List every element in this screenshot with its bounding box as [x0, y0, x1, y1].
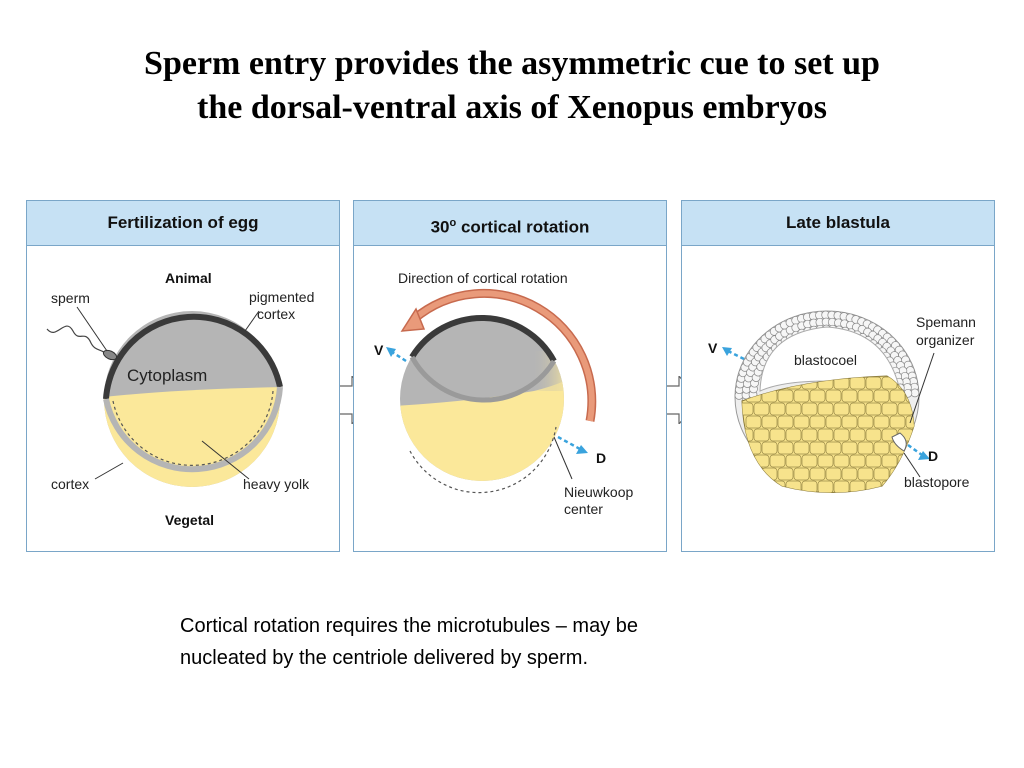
- yolk-cell: [786, 481, 801, 493]
- yolk-cell: [834, 429, 849, 441]
- slide-title: [0, 42, 1024, 130]
- nieuwkoop-pointer: [554, 437, 572, 479]
- yolk-cell: [866, 403, 881, 415]
- yolk-cell: [858, 468, 873, 480]
- yolk-cell: [810, 468, 825, 480]
- yolk-cell: [882, 403, 897, 415]
- yolk-cell: [762, 468, 777, 480]
- panel-cortical-rotation: [353, 200, 667, 552]
- yolk-cell: [762, 494, 777, 506]
- dorsal-arrow: [908, 445, 922, 455]
- yolk-cell: [906, 494, 921, 506]
- label-vegetal: Vegetal: [165, 512, 215, 528]
- yolk-cell: [810, 416, 825, 428]
- yolk-cell: [778, 468, 793, 480]
- yolk-cell: [826, 416, 841, 428]
- panel-fertilization-header: Fertilization of egg: [27, 201, 339, 246]
- label-spemann: Spemann: [916, 314, 976, 330]
- yolk-cell: [794, 390, 809, 402]
- yolk-cell: [858, 416, 873, 428]
- caption-line-2: nucleated by the centriole delivered by sperm.: [180, 647, 589, 669]
- yolk-cell: [850, 377, 865, 389]
- panel-late-blastula: [681, 200, 995, 552]
- yolk-cell: [802, 455, 817, 467]
- yolk-cell: [834, 403, 849, 415]
- yolk-cell: [874, 416, 889, 428]
- rotation-diagram: [354, 201, 668, 553]
- yolk-cell: [770, 481, 785, 493]
- dorsal-arrow: [558, 437, 580, 449]
- yolk-cell: [874, 468, 889, 480]
- yolk-cell: [746, 442, 761, 454]
- yolk-cell: [850, 403, 865, 415]
- yolk-cell: [826, 494, 841, 506]
- yolk-cell: [770, 455, 785, 467]
- yolk-cell: [850, 429, 865, 441]
- yolk-cell: [818, 429, 833, 441]
- label-d: D: [596, 450, 607, 466]
- yolk-cell: [874, 494, 889, 506]
- yolk-cell: [874, 390, 889, 402]
- yolk-cell: [738, 455, 753, 467]
- yolk-cell: [818, 481, 833, 493]
- yolk-cell: [842, 416, 857, 428]
- yolk-cell: [826, 442, 841, 454]
- blastula-diagram: [682, 201, 996, 553]
- yolk-cell: [746, 494, 761, 506]
- yolk-cell: [754, 429, 769, 441]
- yolk-cell: [914, 429, 929, 441]
- yolk-cell: [842, 442, 857, 454]
- yolk-cell: [754, 403, 769, 415]
- yolk-cell: [770, 429, 785, 441]
- yolk-cell: [858, 442, 873, 454]
- title-line-1: Sperm entry provides the asymmetric cue to set up: [144, 45, 880, 82]
- caption: [180, 610, 800, 674]
- yolk-cell: [778, 416, 793, 428]
- yolk-cell: [890, 416, 905, 428]
- sperm-tail: [47, 326, 105, 353]
- label-pigmented-cortex: cortex: [257, 306, 296, 322]
- label-blastopore: blastopore: [904, 474, 970, 490]
- label-sperm: sperm: [51, 290, 90, 306]
- yolk-cell: [786, 429, 801, 441]
- panel-blastula-header: Late blastula: [682, 201, 994, 246]
- label-v: V: [374, 342, 384, 358]
- yolk-cell: [882, 455, 897, 467]
- yolk-cell: [754, 481, 769, 493]
- yolk-cell: [794, 494, 809, 506]
- yolk-cell: [778, 494, 793, 506]
- yolk-cell: [738, 481, 753, 493]
- yolk-cell: [778, 442, 793, 454]
- label-v: V: [708, 340, 718, 356]
- yolk-cell: [746, 416, 761, 428]
- dorsal-arrowhead: [576, 445, 588, 454]
- yolk-cell: [794, 416, 809, 428]
- yolk-cell: [834, 481, 849, 493]
- yolk-cell: [898, 455, 913, 467]
- yolk-cell: [802, 429, 817, 441]
- cortex-pointer: [95, 463, 123, 479]
- panel-fertilization: [26, 200, 340, 552]
- yolk-cell: [842, 494, 857, 506]
- yolk-cell: [778, 390, 793, 402]
- yolk-cell: [810, 494, 825, 506]
- yolk-cell: [818, 403, 833, 415]
- label-nieuwkoop-center: center: [564, 501, 603, 517]
- ventral-arrow: [728, 351, 744, 359]
- yolk-cell: [786, 455, 801, 467]
- caption-line-1: Cortical rotation requires the microtubules – may be: [180, 615, 638, 637]
- label-blastocoel: blastocoel: [794, 352, 858, 368]
- yolk-cell: [842, 390, 857, 402]
- yolk-cell: [810, 442, 825, 454]
- yolk-cell: [826, 468, 841, 480]
- yolk-cell: [866, 429, 881, 441]
- yolk-cell: [762, 416, 777, 428]
- label-cytoplasm: Cytoplasm: [127, 366, 208, 385]
- yolk-cell: [826, 390, 841, 402]
- label-cortex: cortex: [51, 476, 90, 492]
- yolk-cell: [850, 455, 865, 467]
- yolk-cell: [746, 468, 761, 480]
- label-d: D: [928, 448, 939, 464]
- yolk-cell: [754, 455, 769, 467]
- title-line-2: the dorsal-ventral axis of Xenopus embryos: [197, 89, 827, 126]
- yolk-cell: [794, 442, 809, 454]
- yolk-cell: [786, 403, 801, 415]
- label-animal: Animal: [165, 270, 212, 286]
- yolk-cell: [890, 494, 905, 506]
- panel-rotation-header: 30$^o$ cortical rotation: [354, 201, 666, 246]
- yolk-cell: [858, 390, 873, 402]
- yolk-cell: [874, 442, 889, 454]
- yolk-cell: [762, 442, 777, 454]
- yolk-cell: [882, 481, 897, 493]
- yolk-cell: [890, 390, 905, 402]
- yolk-cell: [818, 455, 833, 467]
- yolk-cell: [834, 455, 849, 467]
- ventral-arrowhead: [386, 347, 396, 357]
- yolk-cell: [866, 377, 881, 389]
- yolk-cell: [794, 468, 809, 480]
- label-heavy-yolk: heavy yolk: [243, 476, 310, 492]
- yolk-cell: [890, 468, 905, 480]
- label-organizer: organizer: [916, 332, 975, 348]
- yolk-cell: [866, 455, 881, 467]
- yolk-cell: [770, 403, 785, 415]
- ventral-arrow: [392, 352, 406, 361]
- yolk-cell: [858, 494, 873, 506]
- yolk-cell: [810, 390, 825, 402]
- yolk-cell: [842, 468, 857, 480]
- label-direction: Direction of cortical rotation: [398, 270, 568, 286]
- yolk-cell: [906, 442, 921, 454]
- yolk-cell: [802, 403, 817, 415]
- label-nieuwkoop: Nieuwkoop: [564, 484, 634, 500]
- label-pigmented: pigmented: [249, 289, 315, 305]
- fertilization-diagram: [27, 201, 341, 553]
